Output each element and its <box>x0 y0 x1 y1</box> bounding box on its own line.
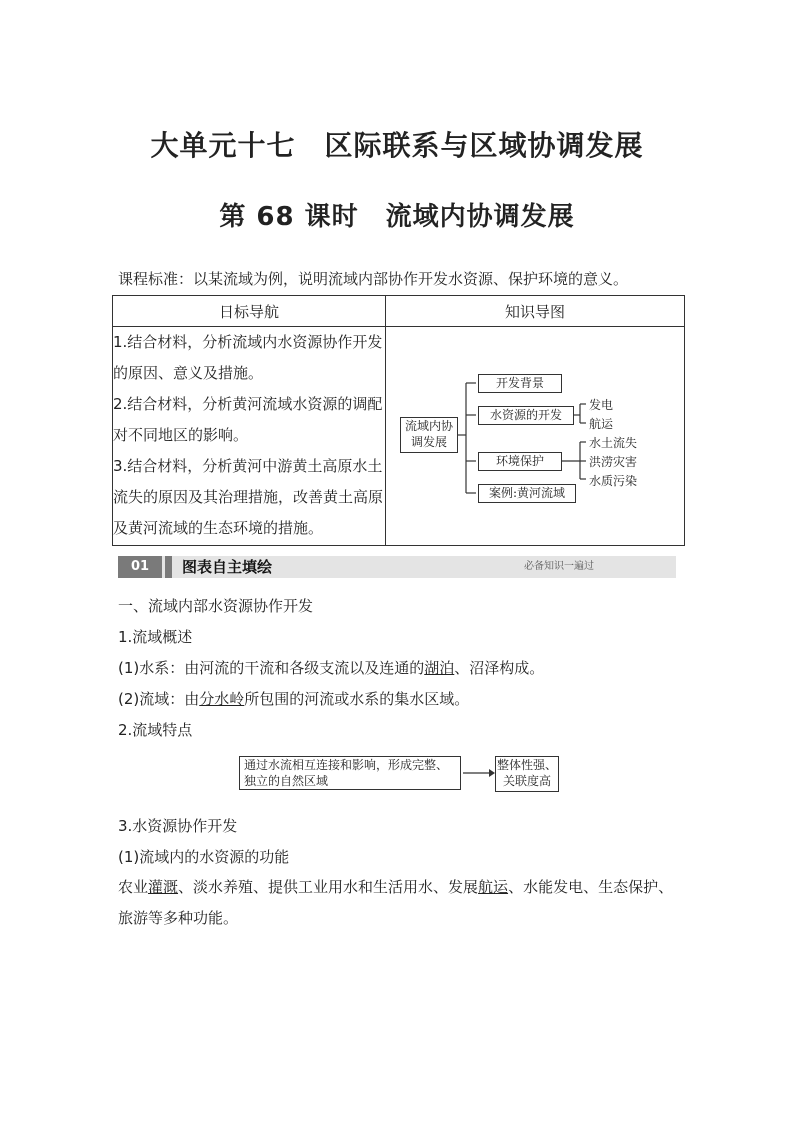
unit-title: 大单元十七 区际联系与区域协调发展 <box>150 129 644 162</box>
mindmap-leaf: 发电 <box>589 398 614 412</box>
section-subtitle: 必备知识一遍过 <box>524 561 594 572</box>
goal-item: 1.结合材料，分析流域内水资源协作开发的原因、意义及措施。 <box>113 333 383 382</box>
section-divider <box>165 556 172 578</box>
heading-1: 一、流域内部水资源协作开发 <box>118 597 314 615</box>
mindmap <box>386 327 685 546</box>
section-title: 图表自主填绘 <box>182 558 273 576</box>
text-segment: 、淡水养殖、提供工业用水和生活用水、发展 <box>178 878 479 896</box>
subheading-3-1: (1)流域内的水资源的功能 <box>118 848 290 866</box>
flow-box-right: 整体性强、关联度高 <box>495 756 559 792</box>
course-standard: 课程标准：以某流域为例，说明流域内部协作开发水资源、保护环境的意义。 <box>118 270 629 288</box>
mindmap-leaf: 水质污染 <box>589 474 638 488</box>
mindmap-leaf: 洪涝灾害 <box>589 455 638 469</box>
text-segment: 、水能发电、生态保护、旅游等多种功能。 <box>118 878 674 927</box>
goals-header: 日标导航 <box>113 296 386 327</box>
mindmap-leaf: 航运 <box>589 417 614 431</box>
section-header <box>118 556 676 578</box>
paragraph-functions <box>118 872 684 934</box>
mindmap-branch-case: 案例:黄河流域 <box>478 484 576 503</box>
text-line-basin <box>118 688 469 709</box>
mindmap-leaf: 水土流失 <box>589 436 638 450</box>
text-segment: 农业 <box>118 878 149 896</box>
text-segment: (1)水系：由河流的干流和各级支流以及连通的 <box>118 659 425 677</box>
mindmap-root: 流域内协调发展 <box>400 417 458 453</box>
goal-item: 3.结合材料，分析黄河中游黄土高原水土流失的原因及其治理措施，改善黄土高原及黄河流域的生态环境的措施。 <box>113 457 384 537</box>
answer-blank: 湖泊 <box>424 659 455 677</box>
text-segment: 所包围的河流或水系的集水区域。 <box>244 690 470 708</box>
mindmap-branch-development: 水资源的开发 <box>478 406 574 425</box>
goals-map-table <box>112 295 685 546</box>
basin-feature-flow <box>239 756 557 794</box>
goals-list <box>113 327 386 546</box>
text-segment: (2)流域：由 <box>118 690 200 708</box>
goal-item: 2.结合材料，分析黄河流域水资源的调配对不同地区的影响。 <box>113 395 383 444</box>
flow-box-left: 通过水流相互连接和影响，形成完整、独立的自然区域 <box>239 756 461 790</box>
subheading-1: 1.流域概述 <box>118 628 193 646</box>
mindmap-header: 知识导图 <box>386 296 685 327</box>
section-number: 01 <box>118 556 162 578</box>
text-line-water-system <box>118 657 544 678</box>
subheading-3: 3.水资源协作开发 <box>118 817 238 835</box>
text-segment: 、沼泽构成。 <box>454 659 545 677</box>
mindmap-branch-background: 开发背景 <box>478 374 562 393</box>
answer-blank: 灌溉 <box>148 878 179 896</box>
subheading-2: 2.流域特点 <box>118 721 193 739</box>
mindmap-branch-protection: 环境保护 <box>478 452 562 471</box>
answer-blank: 航运 <box>478 878 509 896</box>
answer-blank: 分水岭 <box>199 690 245 708</box>
lesson-title: 第 68 课时 流域内协调发展 <box>219 202 575 232</box>
